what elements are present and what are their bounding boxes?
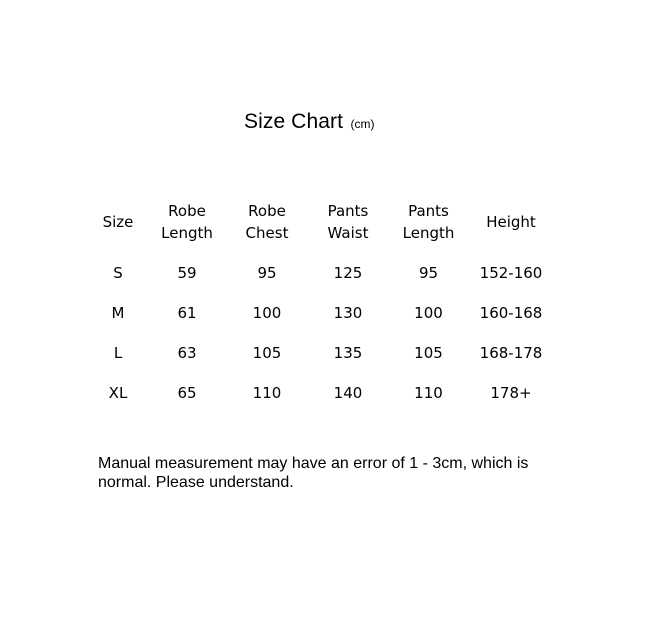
table-row — [89, 253, 554, 293]
cell-height: 152-160 — [479, 264, 543, 282]
cell-size: L — [113, 344, 123, 362]
header-pants-length-line-2: Length — [402, 224, 455, 242]
cell-robe-length: 63 — [177, 344, 197, 362]
cell-size: S — [113, 264, 123, 282]
size-table — [89, 191, 554, 413]
header-height-line-1: Height — [486, 213, 536, 231]
cell-robe-chest: 110 — [252, 384, 282, 402]
table-row — [89, 373, 554, 413]
cell-pants-waist: 135 — [333, 344, 363, 362]
header-pants-length — [389, 191, 468, 253]
cell-pants-length: 100 — [414, 304, 443, 322]
header-pants-waist — [307, 191, 389, 253]
table-row — [89, 333, 554, 373]
title-text: Size Chart — [244, 110, 344, 133]
header-row — [89, 191, 554, 253]
header-robe-chest-line-2: Chest — [245, 224, 289, 242]
cell-height: 160-168 — [479, 304, 543, 322]
cell-pants-length: 95 — [418, 264, 439, 282]
cell-robe-chest: 105 — [252, 344, 282, 362]
header-robe-chest-line-1: Robe — [248, 202, 286, 220]
header-robe-chest — [227, 191, 307, 253]
cell-height: 168-178 — [479, 344, 543, 362]
header-pants-waist-line-2: Waist — [327, 224, 369, 242]
header-pants-waist-line-1: Pants — [327, 202, 369, 220]
cell-robe-length: 65 — [177, 384, 197, 402]
cell-size: XL — [108, 384, 128, 402]
cell-robe-length: 59 — [177, 264, 197, 282]
cell-pants-length: 105 — [414, 344, 443, 362]
cell-robe-length: 61 — [177, 304, 197, 322]
table-row — [89, 293, 554, 333]
header-size-line-1: Size — [102, 213, 134, 231]
size-table-body — [89, 253, 554, 413]
measurement-note: Manual measurement may have an error of 1 - 3cm, which is normal. Please understand. — [98, 455, 529, 491]
cell-pants-waist: 140 — [333, 384, 363, 402]
cell-robe-chest: 95 — [257, 264, 277, 282]
cell-pants-waist: 130 — [333, 304, 363, 322]
header-robe-length-line-1: Robe — [168, 202, 206, 220]
size-table-header — [89, 191, 554, 253]
header-height — [468, 191, 554, 253]
cell-size: M — [111, 304, 125, 322]
cell-pants-length: 110 — [414, 384, 443, 402]
header-robe-length-line-2: Length — [161, 224, 213, 242]
title-unit: (cm) — [350, 117, 375, 131]
size-chart-title — [244, 110, 375, 134]
header-size — [89, 191, 147, 253]
header-robe-length — [147, 191, 227, 253]
cell-robe-chest: 100 — [252, 304, 282, 322]
cell-pants-waist: 125 — [333, 264, 363, 282]
header-pants-length-line-1: Pants — [408, 202, 449, 220]
cell-height: 178+ — [490, 384, 532, 402]
